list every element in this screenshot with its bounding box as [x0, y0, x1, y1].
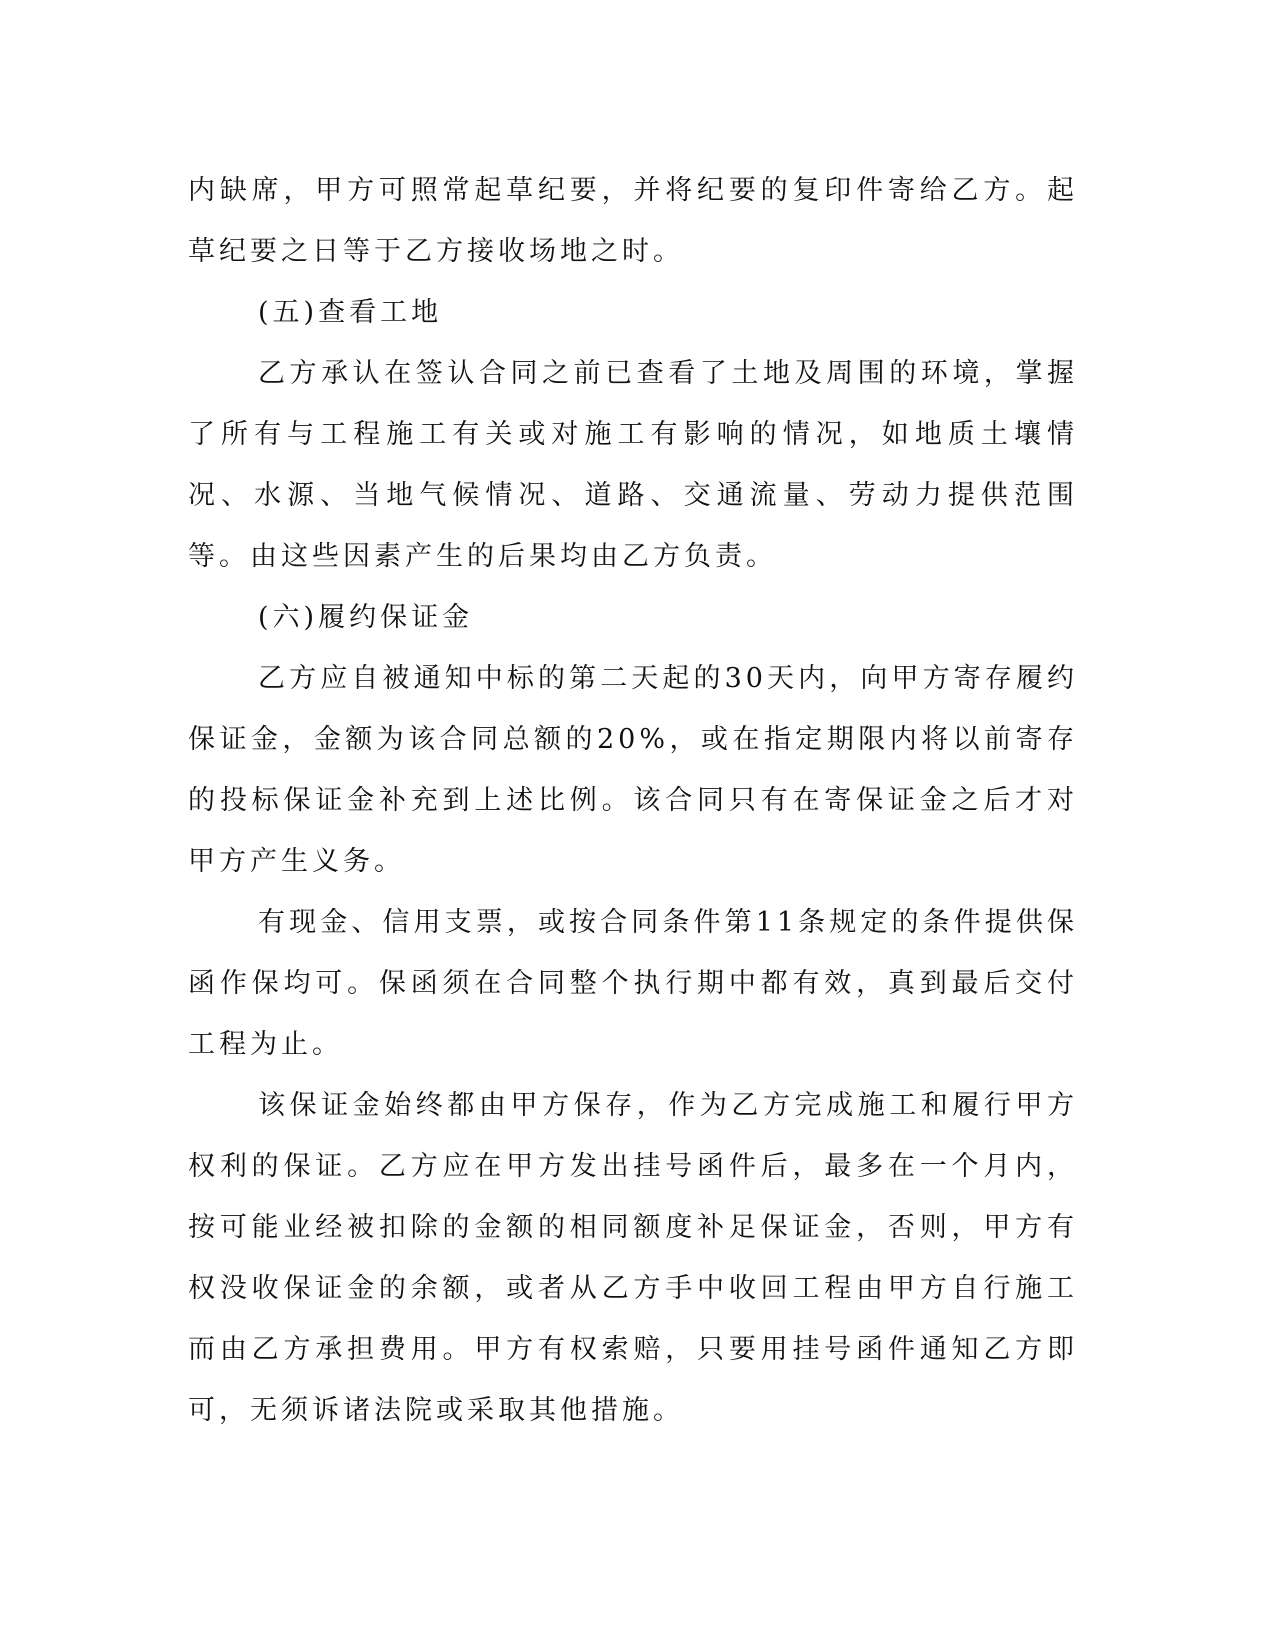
section-heading-5: (五)查看工地: [258, 297, 443, 328]
section-heading-6: (六)履约保证金: [258, 602, 474, 633]
paragraph-guarantee-forms: 有现金、信用支票，或按合同条件第11条规定的条件提供保函作保均可。保函须在合同整个执行期中都有效，真到最后交付工程为止。: [188, 907, 1078, 1060]
paragraph-continued: 内缺席，甲方可照常起草纪要，并将纪要的复印件寄给乙方。起草纪要之日等于乙方接收场地之时。: [188, 175, 1078, 267]
document-body: [188, 160, 1078, 1441]
paragraph-deposit-custody: 该保证金始终都由甲方保存，作为乙方完成施工和履行甲方权利的保证。乙方应在甲方发出挂号函件后，最多在一个月内，按可能业经被扣除的金额的相同额度补足保证金，否则，甲方有权没收保证金的余额，或者从乙方手中收回工程由甲方自行施工而由乙方承担费用。甲方有权索赔，只要用挂号函件通知乙方即可，无须诉诸法院或采取其他措施。: [188, 1090, 1078, 1426]
paragraph-site-inspection: 乙方承认在签认合同之前已查看了土地及周围的环境，掌握了所有与工程施工有关或对施工有影响的情况，如地质土壤情况、水源、当地气候情况、道路、交通流量、劳动力提供范围等。由这些因素产生的后果均由乙方负责。: [188, 358, 1078, 572]
paragraph-deposit-terms: 乙方应自被通知中标的第二天起的30天内，向甲方寄存履约保证金，金额为该合同总额的20%，或在指定期限内将以前寄存的投标保证金补充到上述比例。该合同只有在寄保证金之后才对甲方产生义务。: [188, 663, 1078, 877]
